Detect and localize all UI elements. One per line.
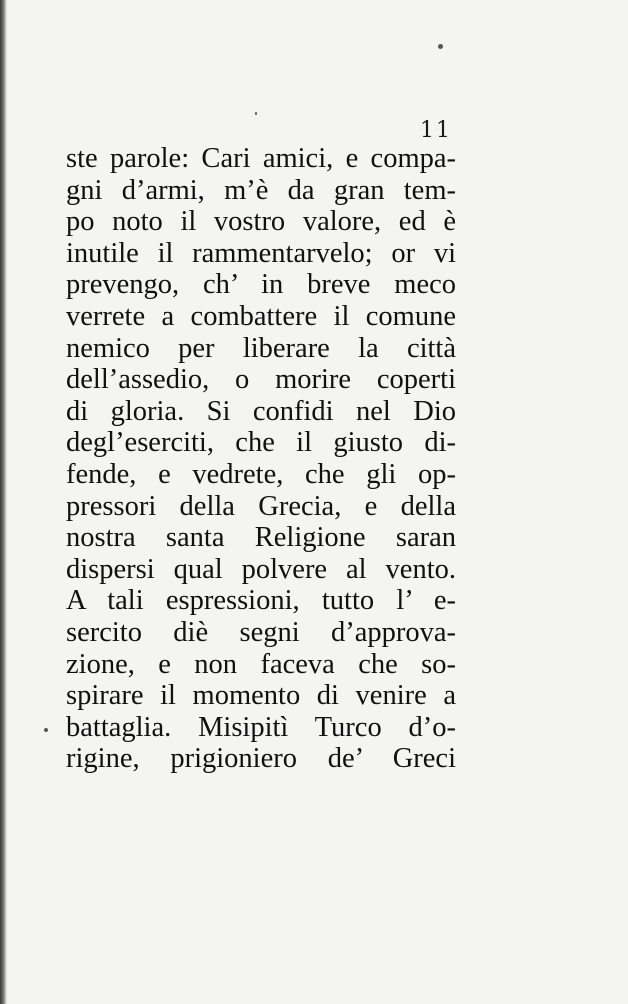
text-line: verrete a combattere il comune (66, 300, 456, 332)
ink-speck (255, 112, 257, 115)
text-line: sercito diè segni d’approva- (66, 616, 456, 648)
page-number: 11 (420, 118, 452, 143)
text-line: dispersi qual polvere al vento. (66, 553, 456, 585)
text-line: degl’eserciti, che il giusto di- (66, 427, 456, 459)
text-line: prevengo, ch’ in breve meco (66, 269, 456, 301)
ink-speck (44, 728, 48, 732)
text-line: ste parole: Cari amici, e compa- (66, 143, 456, 174)
text-line: nemico per liberare la città (66, 332, 456, 364)
text-line: battaglia. Misipitì Turco d’o- (66, 711, 456, 743)
text-line: inutile il rammentarvelo; or vi (66, 237, 456, 269)
ink-speck (438, 44, 443, 49)
text-line: dell’assedio, o morire coperti (66, 364, 456, 396)
text-line: spirare il momento di venire a (66, 680, 456, 712)
text-line: po noto il vostro valore, ed è (66, 206, 456, 238)
text-line: pressori della Grecia, e della (66, 490, 456, 522)
text-line: nostra santa Religione saran (66, 522, 456, 554)
binding-edge (0, 0, 7, 1004)
text-line: fende, e vedrete, che gli op- (66, 458, 456, 490)
text-line: rigine, prigioniero de’ Greci (66, 743, 456, 775)
text-line: A tali espressioni, tutto l’ e- (66, 585, 456, 617)
text-line: di gloria. Si confidi nel Dio (66, 395, 456, 427)
text-line: gni d’armi, m’è da gran tem- (66, 174, 456, 206)
text-line: zione, e non faceva che so- (66, 648, 456, 680)
body-text (66, 143, 456, 775)
